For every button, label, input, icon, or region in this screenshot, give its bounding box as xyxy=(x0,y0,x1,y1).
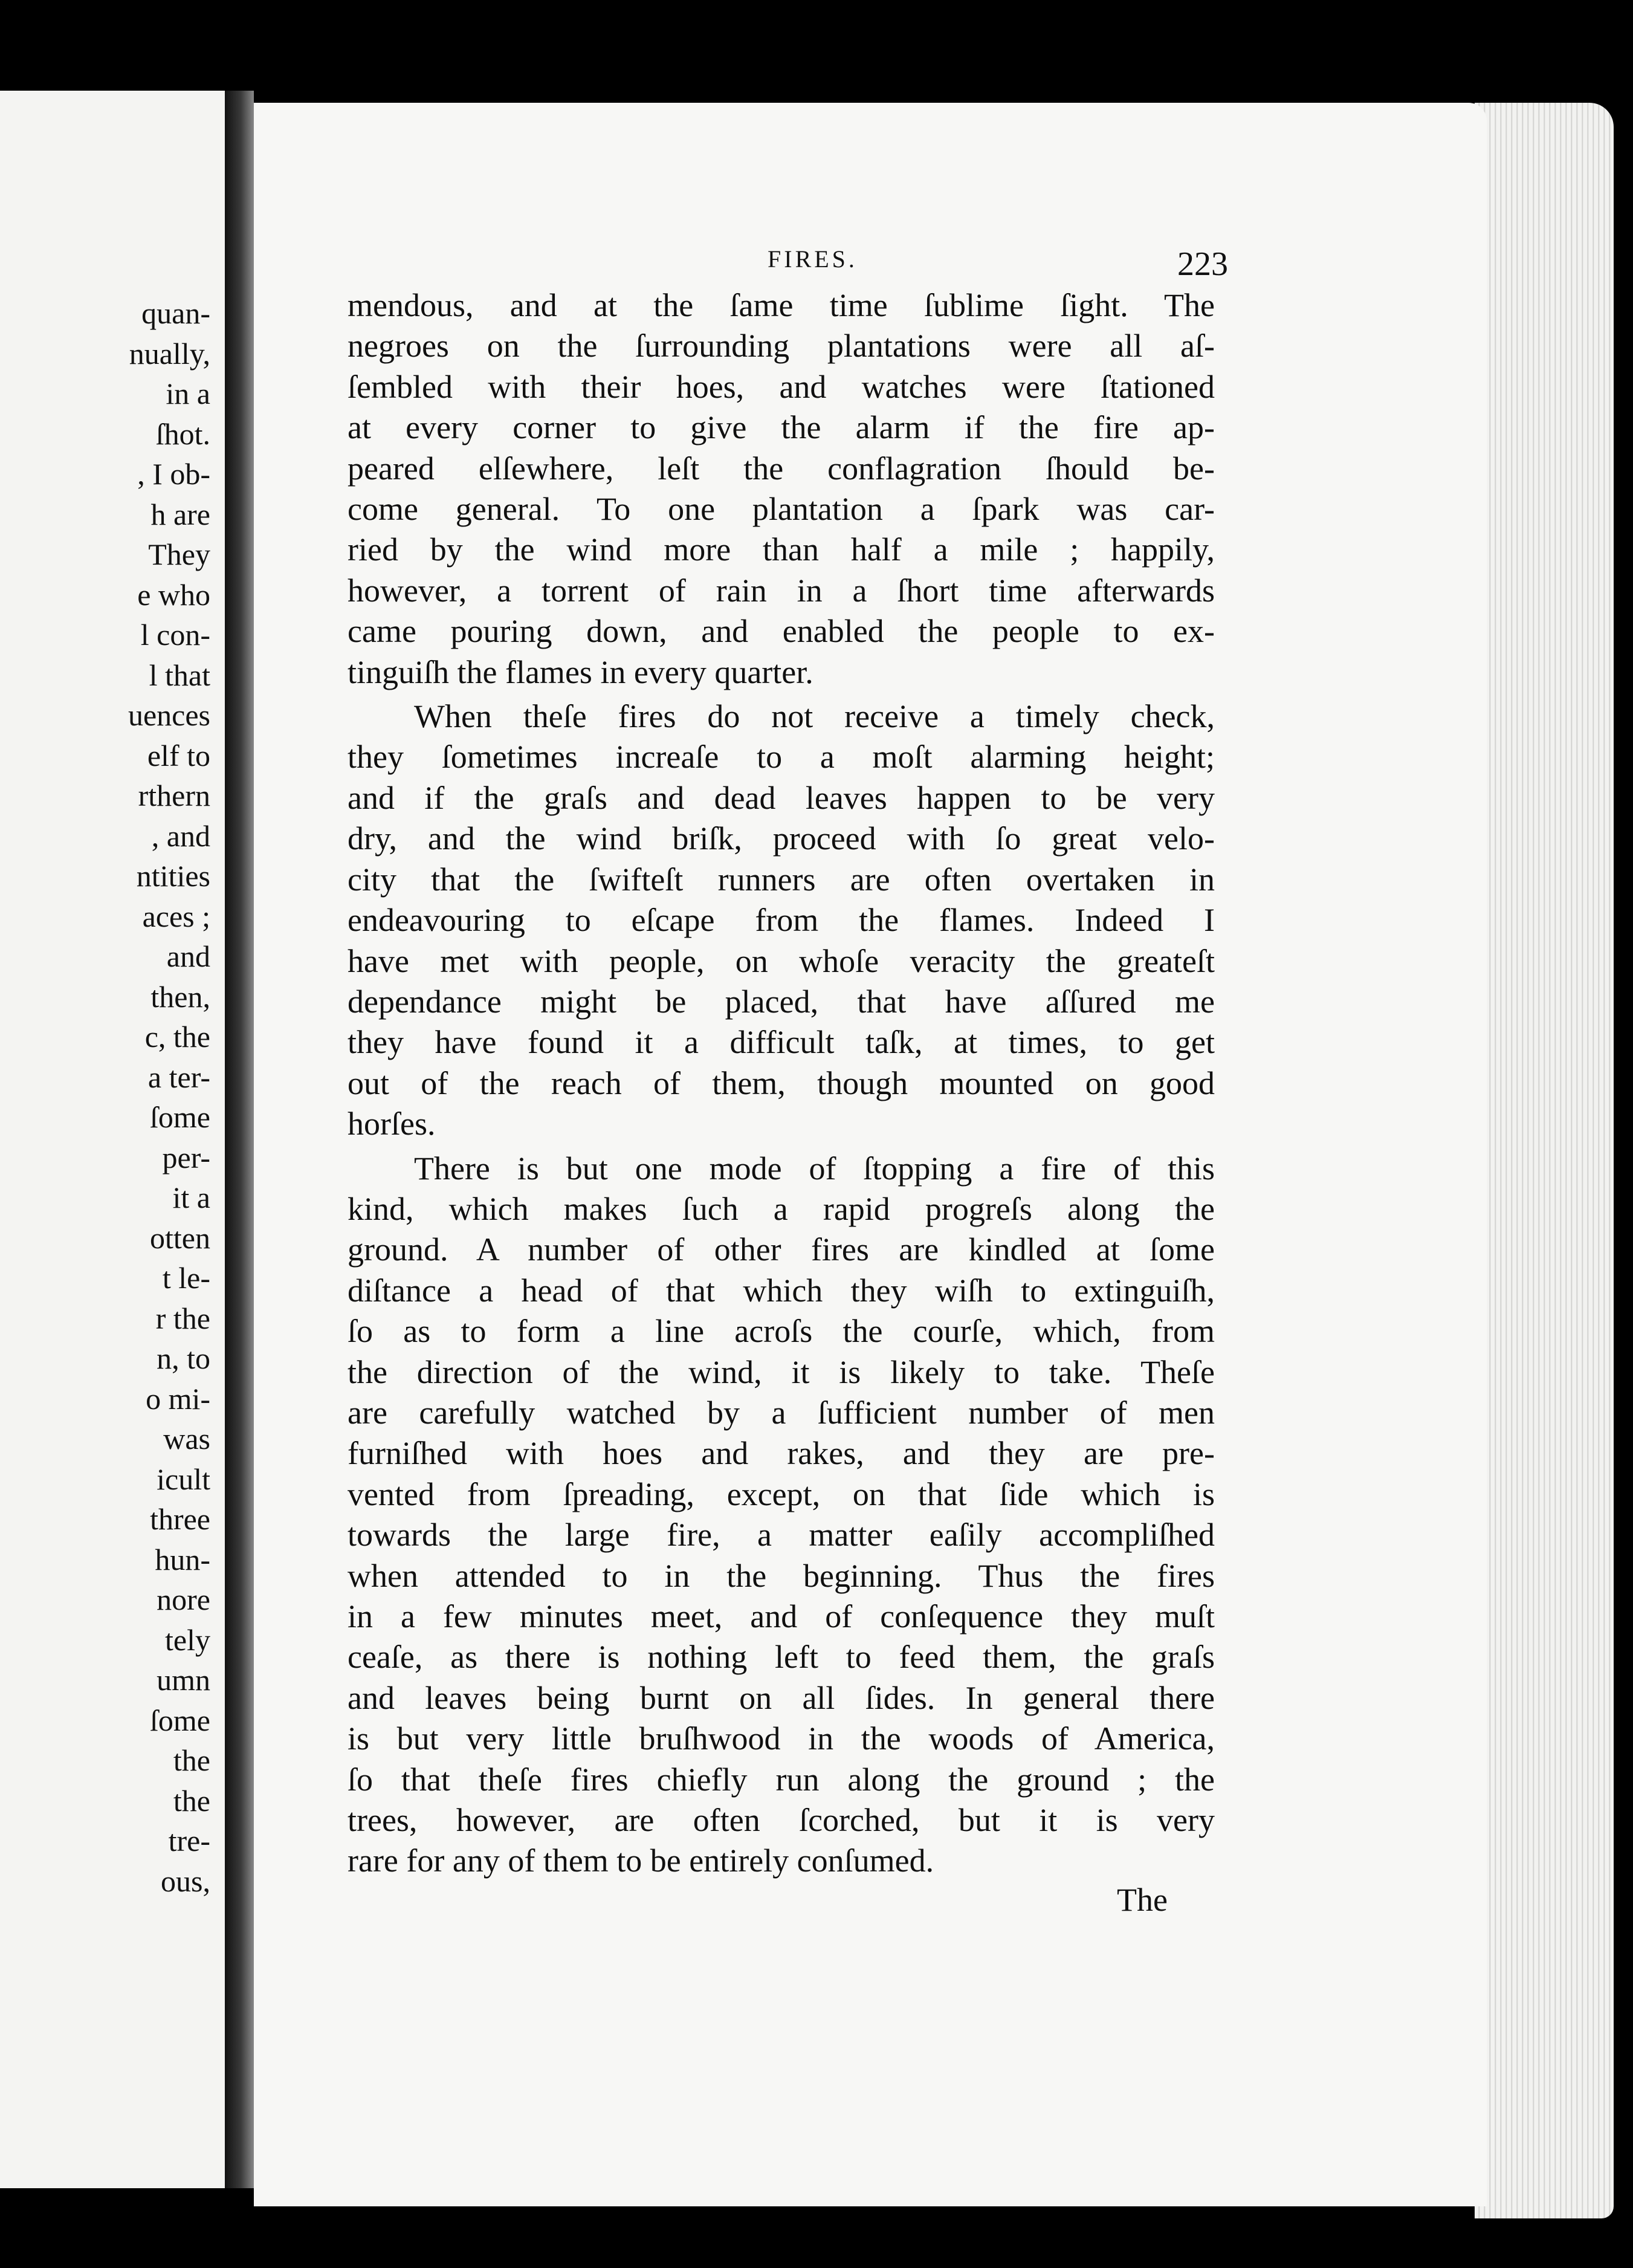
previous-page-line: it a xyxy=(172,1181,210,1214)
text-line: out of the reach of them, though mounted on good xyxy=(348,1064,1215,1101)
text-line: however, a torrent of rain in a ſhort time afterwards xyxy=(348,572,1215,609)
text-line: ried by the wind more than half a mile ; happily, xyxy=(348,531,1215,568)
previous-page-line: uences xyxy=(128,698,210,732)
previous-page-line: e who xyxy=(137,577,210,612)
previous-page-text xyxy=(5,293,210,1901)
previous-page-line: ous, xyxy=(161,1864,210,1898)
paragraph xyxy=(348,696,1215,1144)
paragraph xyxy=(348,285,1215,693)
previous-page-line: a ter- xyxy=(147,1060,210,1094)
book-gutter xyxy=(225,91,254,2188)
previous-page-line: tre- xyxy=(168,1824,210,1858)
previous-page-line: was xyxy=(163,1422,210,1456)
text-line: come general. To one plantation a ſpark was car- xyxy=(348,491,1215,528)
previous-page xyxy=(0,91,231,2188)
previous-page-line: tely xyxy=(165,1622,210,1657)
text-line: they ſometimes increaſe to a moſt alarming height; xyxy=(348,739,1215,776)
page-number: 223 xyxy=(1177,245,1228,283)
text-line: city that the ſwifteſt runners are often overtaken in xyxy=(348,861,1215,898)
previous-page-line: ſome xyxy=(150,1703,210,1737)
previous-page-line: icult xyxy=(157,1462,210,1496)
text-line: is but very little bruſhwood in the woods of America, xyxy=(348,1720,1215,1757)
text-line: horſes. xyxy=(348,1106,436,1142)
text-line: rare for any of them to be entirely conſumed. xyxy=(348,1842,934,1879)
text-line: ſo as to form a line acroſs the courſe, which, from xyxy=(348,1313,1215,1350)
text-line: endeavouring to eſcape from the flames. Indeed I xyxy=(348,902,1215,939)
text-line: have met with people, on whoſe veracity the greateſt xyxy=(348,942,1215,979)
previous-page-line: three xyxy=(150,1502,210,1536)
text-line: ſembled with their hoes, and watches were ſtationed xyxy=(348,368,1215,405)
previous-page-line: l con- xyxy=(140,618,210,652)
previous-page-line: then, xyxy=(150,979,210,1014)
text-line: in a few minutes meet, and of conſequence they muſt xyxy=(348,1598,1215,1635)
text-line: ceaſe, as there is nothing left to feed them, the graſs xyxy=(348,1639,1215,1676)
previous-page-line: otten xyxy=(150,1220,210,1255)
previous-page-line: nore xyxy=(157,1583,210,1616)
body-text xyxy=(348,285,1215,1882)
text-line: vented from ſpreading, except, on that ſide which is xyxy=(348,1476,1215,1512)
previous-page-line: hun- xyxy=(155,1542,210,1576)
previous-page-line: per- xyxy=(162,1140,210,1174)
previous-page-line: nually, xyxy=(129,336,210,371)
previous-page-line: aces ; xyxy=(142,899,210,933)
text-line: peared elſewhere, leſt the conflagration ſhould be- xyxy=(348,450,1215,487)
previous-page-line: They xyxy=(148,537,210,571)
previous-page-line: in a xyxy=(166,377,210,410)
text-line: and if the graſs and dead leaves happen to be very xyxy=(348,779,1215,816)
text-line: tinguiſh the flames in every quarter. xyxy=(348,653,813,690)
previous-page-line: n, to xyxy=(157,1341,210,1375)
previous-page-line: quan- xyxy=(141,296,210,330)
previous-page-line: c, the xyxy=(144,1020,210,1054)
previous-page-line: h are xyxy=(150,497,210,531)
previous-page-line: o mi- xyxy=(146,1381,210,1416)
text-line: diſtance a head of that which they wiſh to extinguiſh, xyxy=(348,1272,1215,1309)
previous-page-line: t le- xyxy=(162,1261,210,1295)
text-line: are carefully watched by a ſufficient number of men xyxy=(348,1394,1215,1431)
previous-page-line: ſome xyxy=(150,1100,210,1134)
previous-page-line: ſhot. xyxy=(155,416,210,451)
previous-page-line: elf to xyxy=(147,738,210,773)
previous-page-line: , and xyxy=(151,818,210,853)
previous-page-line: the xyxy=(173,1783,210,1818)
previous-page-line: r the xyxy=(155,1301,210,1335)
text-line: towards the large fire, a matter eaſily accompliſhed xyxy=(348,1517,1215,1554)
text-line: furniſhed with hoes and rakes, and they are pre- xyxy=(348,1435,1215,1472)
previous-page-line: umn xyxy=(157,1663,210,1697)
text-line: kind, which makes ſuch a rapid progreſs along the xyxy=(348,1190,1215,1227)
page-edges xyxy=(1475,103,1614,2218)
text-line: ground. A number of other fires are kindled at ſome xyxy=(348,1231,1215,1268)
text-line: at every corner to give the alarm if the fire ap- xyxy=(348,409,1215,446)
text-line: mendous, and at the ſame time ſublime ſight. The xyxy=(348,287,1215,323)
previous-page-line: ntities xyxy=(136,859,210,893)
catchword: The xyxy=(1117,1882,1168,1918)
text-line: negroes on the ſurrounding plantations were all aſ- xyxy=(348,328,1215,364)
text-line: they have found it a difficult taſk, at times, to get xyxy=(348,1024,1215,1061)
text-line: dependance might be placed, that have aſſured me xyxy=(348,983,1215,1020)
text-line: When theſe fires do not receive a timely check, xyxy=(414,698,1215,735)
text-line: There is but one mode of ſtopping a fire of this xyxy=(414,1150,1215,1187)
previous-page-line: rthern xyxy=(138,779,210,812)
text-line: ſo that theſe fires chiefly run along the ground ; the xyxy=(348,1761,1215,1798)
previous-page-line: the xyxy=(173,1743,210,1777)
text-line: when attended to in the beginning. Thus the fires xyxy=(348,1557,1215,1594)
text-line: the direction of the wind, it is likely to take. Theſe xyxy=(348,1353,1215,1390)
previous-page-line: , I ob- xyxy=(137,457,210,491)
text-line: dry, and the wind briſk, proceed with ſo great velo- xyxy=(348,820,1215,857)
previous-page-line: l that xyxy=(149,658,210,692)
paragraph xyxy=(348,1149,1215,1882)
running-head: FIRES. xyxy=(768,245,858,273)
previous-page-line: and xyxy=(166,939,210,973)
text-line: trees, however, are often ſcorched, but it is very xyxy=(348,1802,1215,1839)
text-line: and leaves being burnt on all ſides. In general there xyxy=(348,1679,1215,1716)
text-line: came pouring down, and enabled the people to ex- xyxy=(348,613,1215,650)
